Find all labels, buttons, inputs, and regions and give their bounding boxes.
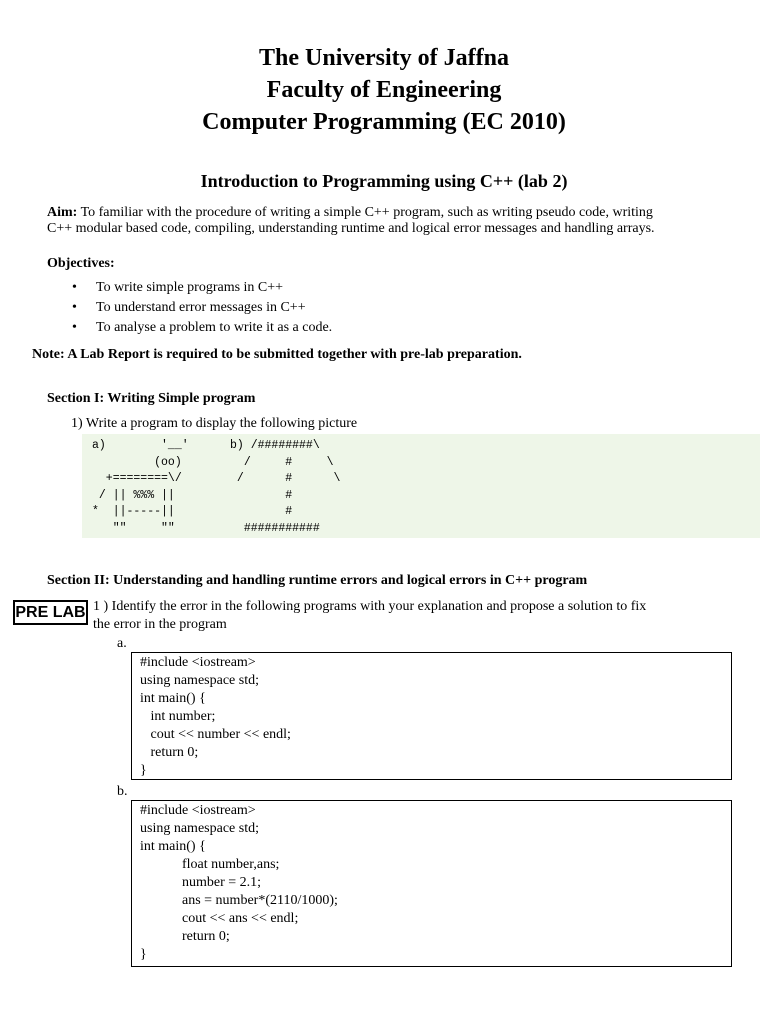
bullet-icon: • [72, 320, 77, 335]
university-title: The University of Jaffna [259, 45, 509, 71]
code-line: ans = number*(2110/1000); [140, 893, 338, 908]
aim-line-1 [47, 204, 747, 221]
course-title: Computer Programming (EC 2010) [202, 109, 566, 135]
code-line: cout << ans << endl; [140, 911, 299, 926]
code-line: int main() { [140, 839, 206, 854]
bullet-icon: • [72, 300, 77, 315]
code-line: float number,ans; [140, 857, 280, 872]
bullet-icon: • [72, 280, 77, 295]
code-line: } [140, 763, 147, 778]
aim-line-2: C++ modular based code, compiling, understanding runtime and logical error messages and handling arrays. [47, 221, 655, 236]
code-line: return 0; [140, 929, 230, 944]
program-a-label: a. [117, 636, 127, 651]
code-block-b [131, 800, 732, 967]
objectives-heading: Objectives: [47, 256, 115, 271]
code-line: cout << number << endl; [140, 727, 291, 742]
code-line: using namespace std; [140, 673, 259, 688]
faculty-title: Faculty of Engineering [266, 77, 502, 103]
lab-title: Introduction to Programming using C++ (lab 2) [200, 171, 568, 191]
section-2-heading: Section II: Understanding and handling runtime errors and logical errors in C++ program [47, 573, 588, 588]
list-item: • To write simple programs in C++ [72, 280, 284, 295]
prelab-badge: PRE LAB [13, 600, 88, 625]
section-1-question-1: 1) Write a program to display the following picture [71, 416, 358, 431]
code-line: int main() { [140, 691, 206, 706]
ascii-art: a) '__' b) /########\ (oo) / # \ +========\/ / # \ / || %%% || # * ||-----|| # "" "" ########### [92, 439, 341, 535]
program-b-label: b. [117, 784, 128, 799]
aim-text-1: To familiar with the procedure of writing a simple C++ program, such as writing pseudo code, writing [77, 205, 653, 220]
code-line: number = 2.1; [140, 875, 262, 890]
section-2-question-line-2: the error in the program [93, 617, 227, 632]
code-line: using namespace std; [140, 821, 259, 836]
code-line: #include <iostream> [140, 803, 256, 818]
code-line: return 0; [140, 745, 199, 760]
list-item: • To analyse a problem to write it as a code. [72, 320, 333, 335]
ascii-art-box [82, 434, 760, 538]
code-line: int number; [140, 709, 216, 724]
aim-label: Aim: [47, 205, 78, 220]
section-2-question-line-1: 1 ) Identify the error in the following programs with your explanation and propose a solution to fix [93, 599, 647, 614]
code-line: } [140, 947, 147, 962]
code-block-a [131, 652, 732, 780]
lab-report-note: Note: A Lab Report is required to be submitted together with pre-lab preparation. [32, 347, 522, 362]
section-1-heading: Section I: Writing Simple program [47, 391, 256, 406]
list-item: • To understand error messages in C++ [72, 300, 306, 315]
code-line: #include <iostream> [140, 655, 256, 670]
